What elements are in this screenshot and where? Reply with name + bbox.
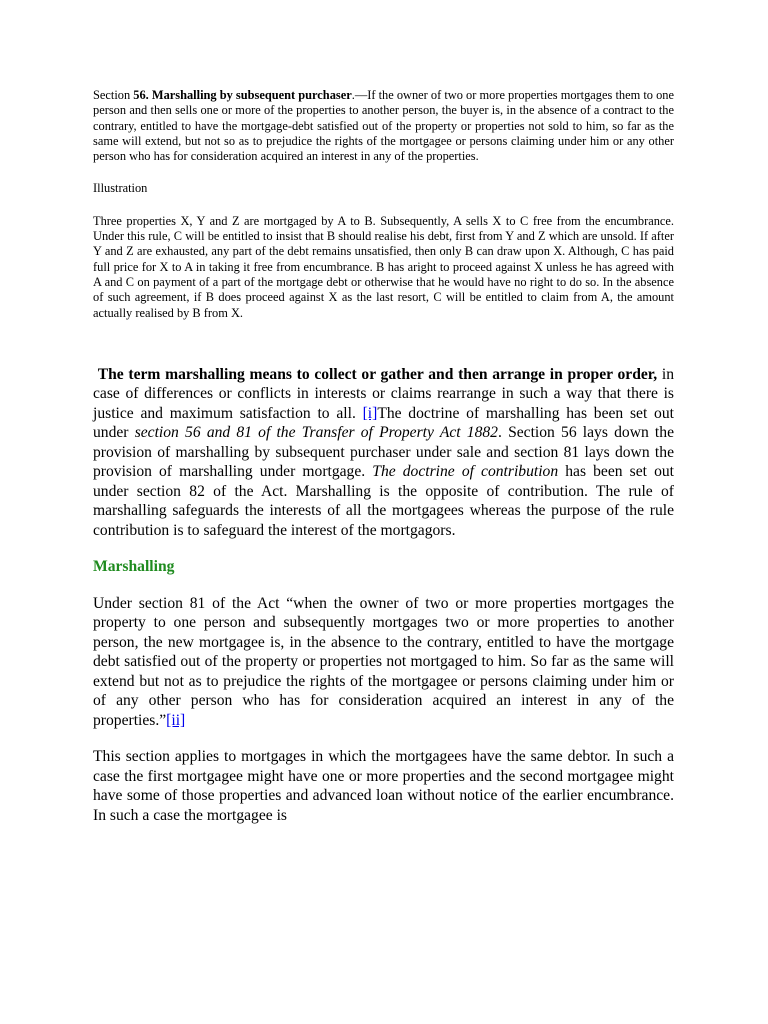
mortgage-application-paragraph: This section applies to mortgages in which the mortgagees have the same debtor. In such a case the first mortgagee might have one or more properties and the second mortgagee might have some of those properties and advanced loan without notice of the earlier encumbrance. In such a case the mortgagee is <box>93 748 674 824</box>
intro-italic-act: section 56 and 81 of the Transfer of Property Act 1882 <box>134 424 498 442</box>
intro-text-1: in case of differences or conflicts in interests or claims rearrange in such a way that there is justice and maximum satisfaction to all. <box>93 365 675 422</box>
intro-text-3: . Section 56 lays down the provision of marshalling by subsequent purchaser under sale and section 81 lays down the provision of marshalling under mortgage. <box>93 424 674 481</box>
section-prefix: Section <box>93 88 134 102</box>
intro-bold-lead: The term marshalling means to collect or gather and then arrange in proper order, <box>97 365 658 383</box>
footnote-link-i[interactable]: [i] <box>362 404 378 422</box>
section-81-quote: Under section 81 of the Act “when the owner of two or more properties mortgages the property to one person and subsequently mortgages two or more properties to another person, the new mortgagee is, in the absence to the contrary, entitled to have the mortgage debt satisfied out of the property or properties not mortgaged to him. So far as the same will extend but not as to prejudice the rights of the mortgagee or persons claiming under him or of any other person who has for consideration acquired an interest in any of the properties.” <box>93 594 674 729</box>
document-page <box>93 88 674 825</box>
section-body: .—If the owner of two or more properties mortgages them to one person and then sells one or more of the properties to another person, the buyer is, in the absence of a contract to the contrary, entitled to have the mortgage-debt satisfied out of the property or properties not sold to him, so far as the same will extend, but not so as to prejudice the rights of the mortgagee or persons claiming under him or any other person who has for consideration acquired an interest in any of the properties. <box>93 88 674 164</box>
illustration-text: Three properties X, Y and Z are mortgaged by A to B. Subsequently, A sells X to C free from the encumbrance. Under this rule, C will be entitled to insist that B should realise his debt, first from Y and Z which are unsold. If after Y and Z are exhausted, any part of the debt remains unsatisfied, then only B can draw upon X. Although, C has paid full price for X to A in taking it free from encumbrance. B has aright to proceed against X unless he has agreed with A and C on payment of a part of the mortgage debt or otherwise that he would have no right to do so. In the absence of such agreement, if B does proceed against X as the last resort, C will be entitled to claim from A, the amount actually realised by B from X. <box>93 213 674 320</box>
intro-paragraph <box>93 365 674 541</box>
footnote-link-ii[interactable]: [ii] <box>166 711 186 729</box>
intro-italic-contribution: The doctrine of contribution <box>372 463 559 481</box>
intro-text-4: has been set out under section 82 of the Act. Marshalling is the opposite of contribution. The rule of marshalling safeguards the interests of all the mortgagees whereas the purpose of the rule contribution is to safeguard the interest of the mortgagors. <box>93 463 674 539</box>
intro-text-2: The doctrine of marshalling has been set out under <box>93 404 674 442</box>
section-56-paragraph <box>93 88 674 164</box>
section-81-paragraph <box>93 594 674 731</box>
section-title: 56. Marshalling by subsequent purchaser <box>133 88 352 102</box>
illustration-heading: Illustration <box>93 181 148 196</box>
marshalling-heading: Marshalling <box>93 558 175 576</box>
